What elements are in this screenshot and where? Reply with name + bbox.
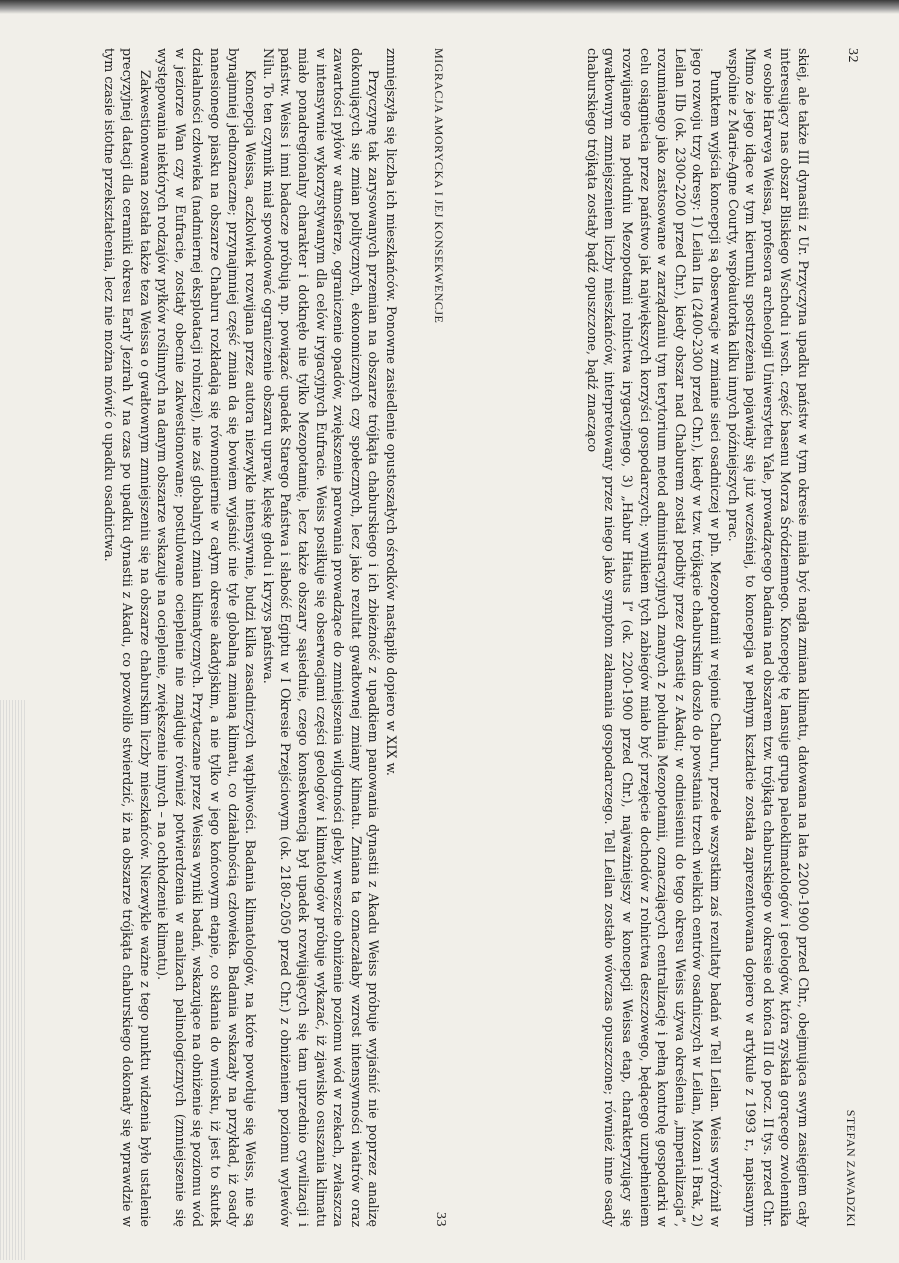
page-number: 33: [433, 1212, 448, 1227]
running-head: MIGRACJA AMORYCKA I JEJ KONSEKWENCJE: [432, 48, 446, 324]
running-head: STEFAN ZAWADZKI: [844, 1109, 858, 1227]
page-33: [8, 30, 448, 1245]
paragraph: zmniejszyła się liczba ich mieszkańców. Ponowne zasiedlenie opustoszałych ośrodków nastąpiło dopiero w XIX w.: [384, 48, 399, 776]
scanner-edge: [0, 0, 899, 14]
paragraph: Punktem wyjścia koncepcji są obserwacje w zmianie sieci osadniczej w pln. Mezopotamii w rejonie Chaburu, przede wszystkim zaś rezultaty badań w Tell Leilan. Weiss wyróżnił w jego rozwoju trzy okresy: 1) Leilan IIa (2400-2300 przed Chr.), kiedy w tzw. trójkącie chaburskim doszło do powstania trzech wielkich centrów osadniczych w Leilan, Mozan i Brak, 2) Leilan IIb (ok. 2300-2200 przed Chr.), kiedy obszar nad Chaburem został podbity przez dynastię z Akadu; w odniesieniu do tego okresu Weiss używa określenia „imperializacja”, rozumianego jako zastosowane w zarządzaniu tym terytorium metod administracyjnych znanych z południa Mezopotamii, oznaczających centralizację i pełną kontrolę gospodarki w celu osiągnięcia przez państwo jak największych korzyści gospodarczych; wynikiem tych zabiegów miało być przejęcie dochodów z rolnictwa deszczowego, będącego uzupełnieniem rozwijanego na południu Mezopotamii rolnictwa irygacyjnego, 3) „Habur Hiatus I” (ok. 2200-1900 przed Chr.), najważniejszy w koncepcji Weissa etap, charakteryzujący się gwałtownym zmniejszeniem liczby mieszkańców, interpretowany przez niego jako symptom załamania gospodarczego. Tell Leilan zostało wówczas opuszczone; również inne osady chaburskiego trójkąta zostały bądź opuszczone, bądź znacząco: [584, 48, 724, 1227]
page-header: [426, 30, 448, 1245]
main-text: [420, 48, 812, 1227]
paragraph: Zakwestionowana została także teza Weissa o gwałtownym zmniejszeniu się na obszarze chaburskim liczby mieszkańców. Niezwykle ważne z tego punktu widzenia było ustalenie precyzyjnej datacji dla ceramiki okresu Early Jezirah V na czas po upadku dynastii z Akadu, co pozwoliło stwierdzić, iż na obszarze trójkąta chaburskiego dokonały się wprawdzie w tym czasie istotne przekształcenia, lecz nie można mówić o upadku osadnictwa.: [102, 48, 153, 1227]
paragraph: skiej, ale także III dynastii z Ur. Przyczyna upadku państw w tym okresie miała być nagła zmiana klimatu, datowana na lata 2200-1900 przed Chr., obejmująca swym zasięgiem cały interesujący nas obszar Bliskiego Wschodu i wsch. część basenu Morza Śródziemnego. Koncepcję tę lansuje grupa paleoklimatologów i geologów, która zyskała gorącego zwolennika w osobie Harveya Weissa, profesora archeologii Uniwersytetu Yale, prowadzącego badania nad obszarem tzw. trójkąta chaburskiego w okresie od końca III do pocz. II tys. przed Chr. Mimo że jego idące w tym kierunku spostrzeżenia pojawiały się już wcześniej, to koncepcja w pełnym kształcie została zaprezentowana dopiero w artykule z 1993 r., napisanym wspólnie z Marie-Agne Courty, współautorka kilku innych późniejszych prac.: [725, 48, 811, 1227]
main-text: [8, 48, 400, 1227]
paragraph: Przyczynę tak zarysowanych przemian na obszarze trójkąta chaburskiego i ich zbieżność z upadkiem panowania dynastii z Akadu Weiss próbuje wyjaśnić nie poprzez analizę dokonujących się zmian politycznych, ekonomicznych czy społecznych, lecz jako rezultat gwałtownej zmiany klimatu. Zmiana ta oznaczałaby wzrost intensywności wiatrów oraz zawartości pyłów w atmosferze, ograniczenie opadów, zwiększenie parowania prowadzące do zmniejszenia wilgotności gleby, wreszcie obniżenie poziomu wód w rzekach, zwłaszcza w intensywnie wykorzystywanym dla celów irygacyjnych Eufracie. Weiss posiłkuje się obserwacjami części geologów i klimatologów próbuje wykazać, iż zjawisko osuszania klimatu miało ponadregionalny charakter i dotknęło nie tylko Mezopotamię, lecz także obszary sąsiednie, czego konsekwencją był upadek rozwijających się tam uprzednio cywilizacji i państw. Weiss i inni badacze próbują np. powiązać upadek Starego Państwa i słabość Egiptu w I Okresie Przejściowym (ok. 2180-2050 przed Chr.) z obniżeniem poziomu wylewów Nilu. To ten czynnik miał spowodować ograniczenie obszaru upraw, klęskę głodu i kryzys państwa.: [260, 48, 382, 1227]
page-header: [838, 30, 860, 1245]
paragraph: Koncepcja Weissa, aczkolwiek rozwijana przez autora niezwykle intensywnie, budzi kilka zasadniczych wątpliwości. Badania klimatologów, na które powołuje się Weiss, nie są bynajmniej jednoznaczne; przynajmniej część zmian da się bowiem wyjaśnić nie tyle globalną zmianą klimatu, co działalnością człowieka. Badania wskazały na przykład, iż osady nanesionego piasku na obszarze Chaburu rozkładają się równomiernie w całym okresie akadyjskim, a nie tylko w jego końcowym etapie, co skłania do wniosku, iż jest to skutek działalności człowieka (nadmiernej eksploatacji rolniczej), nie zaś globalnych zmian klimatycznych. Przytaczane przez Weissa wyniki badań, wskazujące na obniżenie się poziomu wód w jeziorze Wan czy w Eufracie, zostały obecnie zakwestionowane; postulowane ocieplenie nie znajduje również potwierdzenia w analizach palinologicznych (zmniejszenie się występowania niektórych rodzajów pyłków roślinnych na danym obszarze wskazuje na ocieplenie, zwiększenie innych – na ochłodzenie klimatu).: [155, 48, 259, 1227]
page-number: 32: [845, 48, 860, 63]
page-32: [420, 30, 860, 1245]
